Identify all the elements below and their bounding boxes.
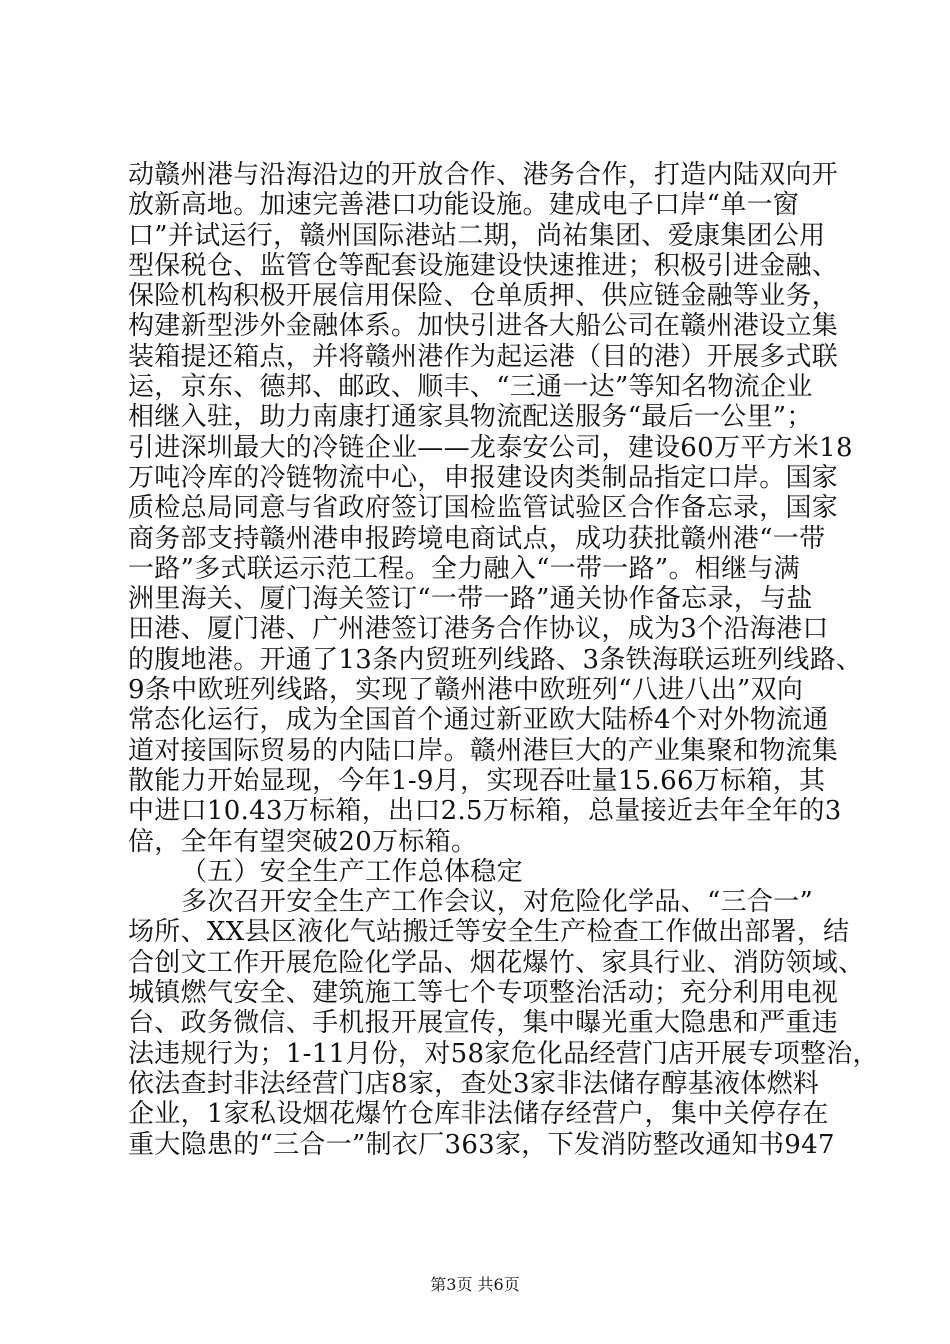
text-line: 田港、厦门港、广州港签订港务合作协议，成为3个沿海港口	[128, 614, 829, 645]
text-line: 口”并试运行，赣州国际港站二期，尚祐集团、爱康集团公用	[128, 220, 826, 251]
text-line: 合创文工作开展危险化学品、烟花爆竹、家具行业、消防领域、	[128, 947, 865, 978]
text-line: 依法查封非法经营门店8家，查处3家非法储存醇基液体燃料	[128, 1068, 820, 1099]
text-line: 放新高地。加速完善港口功能设施。建成电子口岸“单一窗	[128, 190, 800, 221]
text-line: 重大隐患的“三合一”制衣厂363家，下发消防整改通知书947	[128, 1129, 835, 1160]
text-line: 动赣州港与沿海沿边的开放合作、港务合作，打造内陆双向开	[128, 160, 839, 190]
text-line: 企业，1家私设烟花爆竹仓库非法储存经营户，集中关停存在	[128, 1099, 829, 1130]
text-line: 洲里海关、厦门海关签订“一带一路”通关协作备忘录，与盐	[128, 584, 813, 615]
text-line: 相继入驻，助力南康打通家具物流配送服务“最后一公里”；	[128, 402, 813, 433]
text-line: 保险机构积极开展信用保险、仓单质押、供应链金融等业务，	[128, 281, 839, 312]
text-line: 法违规行为；1-11月份，对58家危化品经营门店开展专项整治，	[128, 1038, 879, 1069]
text-line: 台、政务微信、手机报开展宣传，集中曝光重大隐患和严重违	[128, 1008, 839, 1039]
text-line: 倍，全年有望突破20万标箱。	[128, 826, 478, 857]
text-line: 城镇燃气安全、建筑施工等七个专项整治活动；充分利用电视	[128, 978, 839, 1009]
text-line: 的腹地港。开通了13条内贸班列线路、3条铁海联运班列线路、	[128, 644, 863, 675]
text-line: 场所、XX县区液化气站搬迁等安全生产检查工作做出部署，结	[128, 917, 850, 948]
body-text	[128, 160, 879, 1160]
text-line: 一路”多式联运示范工程。全力融入“一带一路”。相继与满	[128, 553, 800, 584]
page-number-footer: 第3页 共6页	[430, 1275, 520, 1294]
text-line: 多次召开安全生产工作会议，对危险化学品、“三合一”	[181, 887, 814, 918]
text-line: 引进深圳最大的冷链企业——龙泰安公司，建设60万平方米18	[128, 432, 853, 463]
text-line: 运，京东、德邦、邮政、顺丰、“三通一达”等知名物流企业	[128, 372, 813, 403]
section-heading: （五）安全生产工作总体稳定	[181, 856, 523, 887]
text-line: 万吨冷库的冷链物流中心，申报建设肉类制品指定口岸。国家	[128, 462, 839, 493]
text-line: 型保税仓、监管仓等配套设施建设快速推进；积极引进金融、	[128, 250, 839, 281]
text-line: 常态化运行，成为全国首个通过新亚欧大陆桥4个对外物流通	[128, 705, 829, 736]
text-line: 道对接国际贸易的内陆口岸。赣州港巨大的产业集聚和物流集	[128, 735, 839, 766]
text-line: 散能力开始显现，今年1-9月，实现吞吐量15.66万标箱，其	[128, 765, 826, 796]
text-line: 中进口10.43万标箱，出口2.5万标箱，总量接近去年全年的3	[128, 796, 842, 827]
text-line: 商务部支持赣州港申报跨境电商试点，成功获批赣州港“一带	[128, 523, 826, 554]
text-line: 质检总局同意与省政府签订国检监管试验区合作备忘录，国家	[128, 493, 839, 524]
text-line: 9条中欧班列线路，实现了赣州港中欧班列“八进八出”双向	[128, 675, 804, 706]
text-line: 装箱提还箱点，并将赣州港作为起运港（目的港）开展多式联	[128, 341, 839, 372]
text-line: 构建新型涉外金融体系。加快引进各大船公司在赣州港设立集	[128, 311, 839, 342]
